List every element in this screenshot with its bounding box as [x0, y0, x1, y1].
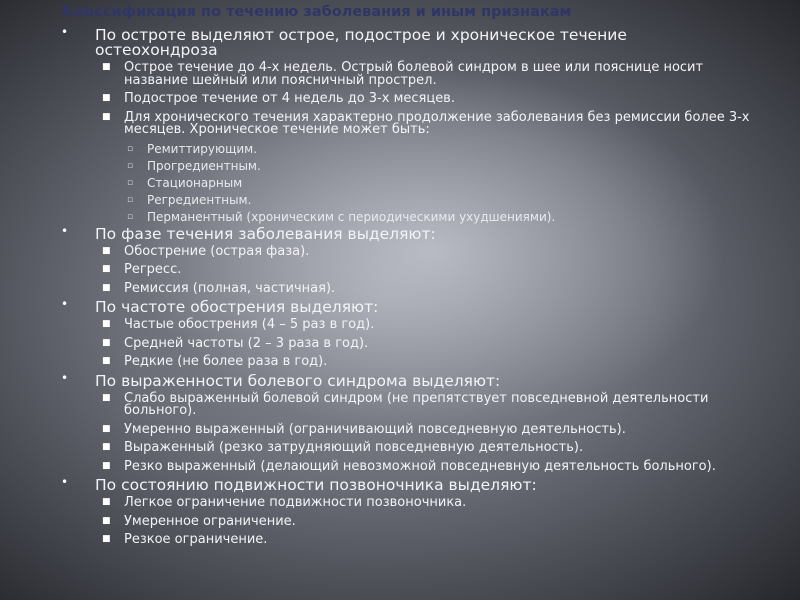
list-item	[102, 90, 754, 106]
list-item	[102, 59, 754, 88]
sub-list-item-text: Ремиттирующим.	[147, 141, 258, 156]
sub-list-item	[127, 140, 747, 156]
list-item-text: Средней частоты (2 – 3 раза в год).	[124, 335, 369, 351]
sub-list-item	[127, 157, 747, 173]
section-item	[61, 297, 735, 316]
sub-list-item	[127, 208, 747, 224]
section-item	[61, 370, 735, 390]
list-item	[102, 531, 754, 547]
sub-list-item	[127, 191, 747, 207]
list-item-text: Легкое ограничение подвижности позвоночника.	[124, 495, 467, 510]
bullet-icon: ■	[102, 442, 111, 452]
section-item-text: По выраженности болевого синдрома выделяют:	[95, 371, 501, 390]
list-item	[102, 109, 754, 137]
list-item-text: Резко выраженный (делающий невозможной повседневную деятельность больного).	[124, 458, 716, 474]
list-item	[102, 513, 754, 529]
list-item-text: Резкое ограничение.	[124, 532, 268, 547]
list-item-text: Выраженный (резко затрудняющий повседневную деятельность).	[124, 440, 584, 455]
bullet-icon: ▫	[127, 194, 134, 205]
section-item-text: По состоянию подвижности позвоночника выделяют:	[95, 476, 537, 494]
list-item-text: Умеренное ограничение.	[124, 513, 296, 529]
bullet-icon: ■	[102, 264, 111, 274]
bullet-icon: ■	[102, 515, 111, 526]
bullet-icon: ■	[102, 423, 111, 434]
list-item-text: Частые обострения (4 – 5 раз в год).	[124, 317, 375, 332]
bullet-icon: ■	[102, 356, 111, 366]
list-item	[102, 494, 754, 510]
bullet-icon: ■	[102, 337, 111, 348]
bullet-icon: ▫	[127, 211, 134, 222]
section-item-text: По фазе течения заболевания выделяют:	[95, 224, 436, 243]
list-item	[102, 390, 754, 418]
section-item	[61, 25, 735, 59]
sub-list-item-text: Стационарным	[147, 175, 243, 190]
sub-list-item-text: Регредиентным.	[147, 192, 252, 207]
slide-title: Классификация по течению заболевания и иным признакам	[62, 4, 572, 20]
list-item	[102, 421, 754, 437]
bullet-icon: ■	[102, 497, 111, 507]
bullet-icon: •	[61, 475, 69, 489]
list-item	[102, 439, 754, 455]
bullet-icon: •	[61, 370, 69, 385]
bullet-icon: ▫	[127, 160, 134, 171]
list-item	[102, 353, 754, 369]
sub-list-item-text: Перманентный (хроническим с периодическими ухудшениями).	[147, 209, 556, 224]
list-item	[102, 261, 754, 277]
bullet-icon: ▫	[127, 143, 134, 154]
section-item	[61, 475, 735, 494]
list-item-text: Слабо выраженный болевой синдром (не препятствует повседневной деятельности больного).	[124, 390, 709, 418]
sub-list-item-text: Прогредиентным.	[147, 158, 261, 173]
list-item-text: Умеренно выраженный (ограничивающий повседневную деятельность).	[124, 421, 626, 437]
classification-list	[0, 26, 800, 550]
list-item-text: Подострое течение от 4 недель до 3-х месяцев.	[124, 91, 455, 106]
list-item-text: Обострение (острая фаза).	[124, 243, 310, 259]
bullet-icon: ■	[102, 111, 111, 122]
bullet-icon: ■	[102, 282, 111, 293]
list-item	[102, 280, 754, 296]
section-item-text: По остроте выделяют острое, подострое и хроническое течение остеохондроза	[95, 26, 627, 59]
bullet-icon: ■	[102, 460, 111, 471]
section-item	[61, 223, 735, 243]
list-item	[102, 243, 754, 259]
bullet-icon: ▫	[127, 177, 134, 188]
bullet-icon: ■	[102, 534, 111, 544]
list-item	[102, 316, 754, 332]
bullet-icon: ■	[102, 392, 111, 403]
bullet-icon: •	[61, 223, 69, 238]
list-item	[102, 458, 754, 474]
list-item	[102, 335, 754, 351]
bullet-icon: •	[61, 25, 69, 39]
list-item-text: Острое течение до 4-х недель. Острый болевой синдром в шее или пояснице носит название шейный или поясничный прострел.	[124, 60, 704, 88]
bullet-icon: ■	[102, 62, 111, 72]
bullet-icon: •	[61, 297, 69, 311]
list-item-text: Ремиссия (полная, частичная).	[124, 280, 336, 296]
list-item-text: Регресс.	[124, 262, 182, 277]
list-item-text: Редкие (не более раза в год).	[124, 354, 328, 369]
section-item-text: По частоте обострения выделяют:	[95, 298, 379, 316]
sub-list-item	[127, 174, 747, 190]
list-item-text: Для хронического течения характерно продолжение заболевания без ремиссии более 3-х месяцев. Хроническое течение может быть:	[124, 109, 750, 137]
bullet-icon: ■	[102, 245, 111, 256]
bullet-icon: ■	[102, 93, 111, 103]
bullet-icon: ■	[102, 319, 111, 329]
